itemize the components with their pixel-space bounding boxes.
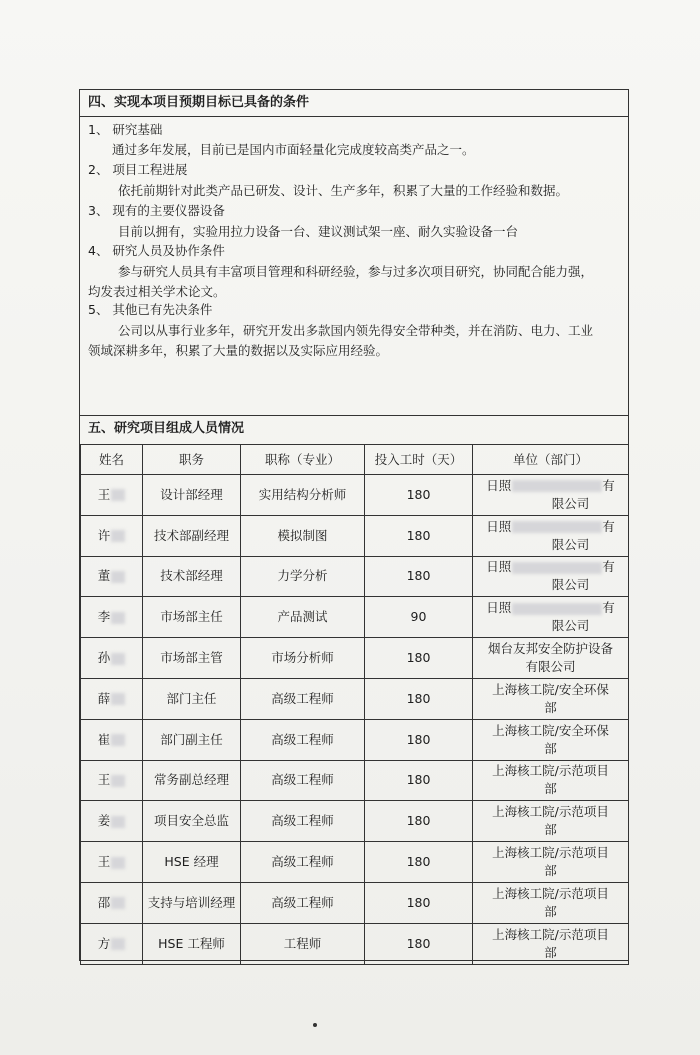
- table-row: [81, 923, 629, 964]
- cell-duty: 技术部经理: [143, 556, 241, 597]
- s4-item1-heading: 1、 研究基础: [88, 122, 163, 137]
- table-row: [81, 556, 629, 597]
- cell-duty: 部门副主任: [143, 719, 241, 760]
- cell-title: 模拟制图: [241, 515, 365, 556]
- cell-title: 高级工程师: [241, 760, 365, 801]
- cell-unit: 日照 有 限公司: [473, 475, 629, 516]
- cell-duty: 部门主任: [143, 678, 241, 719]
- cell-duty: 技术部副经理: [143, 515, 241, 556]
- col-hours: 投入工时（天）: [365, 445, 473, 475]
- cell-unit: 上海核工院/示范项目 部: [473, 760, 629, 801]
- cell-duty: HSE 工程师: [143, 923, 241, 964]
- cell-duty: 市场部主管: [143, 638, 241, 679]
- cell-hours: 180: [365, 882, 473, 923]
- table-row: [81, 678, 629, 719]
- cell-unit: 上海核工院/示范项目 部: [473, 801, 629, 842]
- col-unit: 单位（部门）: [473, 445, 629, 475]
- cell-hours: 180: [365, 801, 473, 842]
- col-title: 职称（专业）: [241, 445, 365, 475]
- cell-title: 高级工程师: [241, 719, 365, 760]
- page-mark: [313, 1023, 317, 1027]
- table-row: [81, 842, 629, 883]
- cell-hours: 180: [365, 719, 473, 760]
- cell-unit: 上海核工院/示范项目 部: [473, 923, 629, 964]
- table-row: [81, 475, 629, 516]
- cell-hours: 180: [365, 842, 473, 883]
- cell-unit: 日照 有 限公司: [473, 515, 629, 556]
- table-row: [81, 719, 629, 760]
- cell-name: 孙: [81, 638, 143, 679]
- divider: [80, 116, 628, 117]
- cell-title: 高级工程师: [241, 882, 365, 923]
- cell-name: 许: [81, 515, 143, 556]
- cell-title: 实用结构分析师: [241, 475, 365, 516]
- s4-item1-text: 通过多年发展，目前已是国内市面轻量化完成度较高类产品之一。: [112, 142, 475, 157]
- cell-name: 薛: [81, 678, 143, 719]
- cell-hours: 180: [365, 556, 473, 597]
- section5-title: 五、研究项目组成人员情况: [88, 421, 245, 436]
- cell-name: 姜: [81, 801, 143, 842]
- s4-item5-text-2: 领域深耕多年，积累了大量的数据以及实际应用经验。: [88, 343, 389, 358]
- s4-item2-text: 依托前期针对此类产品已研发、设计、生产多年，积累了大量的工作经验和数据。: [118, 183, 569, 198]
- cell-name: 李: [81, 597, 143, 638]
- staff-table: [80, 444, 629, 965]
- cell-name: 邵: [81, 882, 143, 923]
- col-name: 姓名: [81, 445, 143, 475]
- s4-item4-text-1: 参与研究人员具有丰富项目管理和科研经验，参与过多次项目研究，协同配合能力强，: [118, 264, 594, 279]
- cell-title: 市场分析师: [241, 638, 365, 679]
- s4-item3-heading: 3、 现有的主要仪器设备: [88, 203, 225, 218]
- cell-hours: 180: [365, 515, 473, 556]
- cell-name: 崔: [81, 719, 143, 760]
- cell-name: 董: [81, 556, 143, 597]
- s4-item3-text: 目前以拥有，实验用拉力设备一台、建议测试架一座、耐久实验设备一台: [118, 224, 519, 239]
- table-row: [81, 801, 629, 842]
- s4-item5-text-1: 公司以从事行业多年，研究开发出多款国内领先得安全带种类，并在消防、电力、工业: [118, 323, 594, 338]
- cell-unit: 上海核工院/安全环保 部: [473, 678, 629, 719]
- table-row: [81, 760, 629, 801]
- cell-title: 高级工程师: [241, 842, 365, 883]
- cell-title: 高级工程师: [241, 678, 365, 719]
- cell-title: 工程师: [241, 923, 365, 964]
- cell-hours: 180: [365, 678, 473, 719]
- s4-item2-heading: 2、 项目工程进展: [88, 162, 188, 177]
- cell-duty: 支持与培训经理: [143, 882, 241, 923]
- cell-name: 王: [81, 842, 143, 883]
- cell-unit: 烟台友邦安全防护设备 有限公司: [473, 638, 629, 679]
- s4-item4-heading: 4、 研究人员及协作条件: [88, 243, 225, 258]
- cell-unit: 上海核工院/示范项目 部: [473, 842, 629, 883]
- cell-name: 王: [81, 760, 143, 801]
- cell-unit: 上海核工院/安全环保 部: [473, 719, 629, 760]
- cell-unit: 上海核工院/示范项目 部: [473, 882, 629, 923]
- cell-hours: 180: [365, 475, 473, 516]
- cell-name: 方: [81, 923, 143, 964]
- cell-unit: 日照 有 限公司: [473, 597, 629, 638]
- cell-unit: 日照 有 限公司: [473, 556, 629, 597]
- cell-title: 产品测试: [241, 597, 365, 638]
- cell-hours: 180: [365, 923, 473, 964]
- cell-name: 王: [81, 475, 143, 516]
- table-row: [81, 515, 629, 556]
- cell-duty: 项目安全总监: [143, 801, 241, 842]
- table-header-row: [81, 445, 629, 475]
- table-row: [81, 638, 629, 679]
- table-row: [81, 882, 629, 923]
- cell-duty: 常务副总经理: [143, 760, 241, 801]
- cell-duty: 市场部主任: [143, 597, 241, 638]
- table-row: [81, 597, 629, 638]
- s4-item4-text-2: 均发表过相关学术论文。: [88, 284, 226, 299]
- cell-title: 高级工程师: [241, 801, 365, 842]
- cell-duty: HSE 经理: [143, 842, 241, 883]
- s4-item5-heading: 5、 其他已有先决条件: [88, 302, 213, 317]
- cell-hours: 180: [365, 760, 473, 801]
- cell-title: 力学分析: [241, 556, 365, 597]
- cell-hours: 90: [365, 597, 473, 638]
- cell-hours: 180: [365, 638, 473, 679]
- section4-title: 四、实现本项目预期目标已具备的条件: [88, 95, 310, 110]
- col-duty: 职务: [143, 445, 241, 475]
- cell-duty: 设计部经理: [143, 475, 241, 516]
